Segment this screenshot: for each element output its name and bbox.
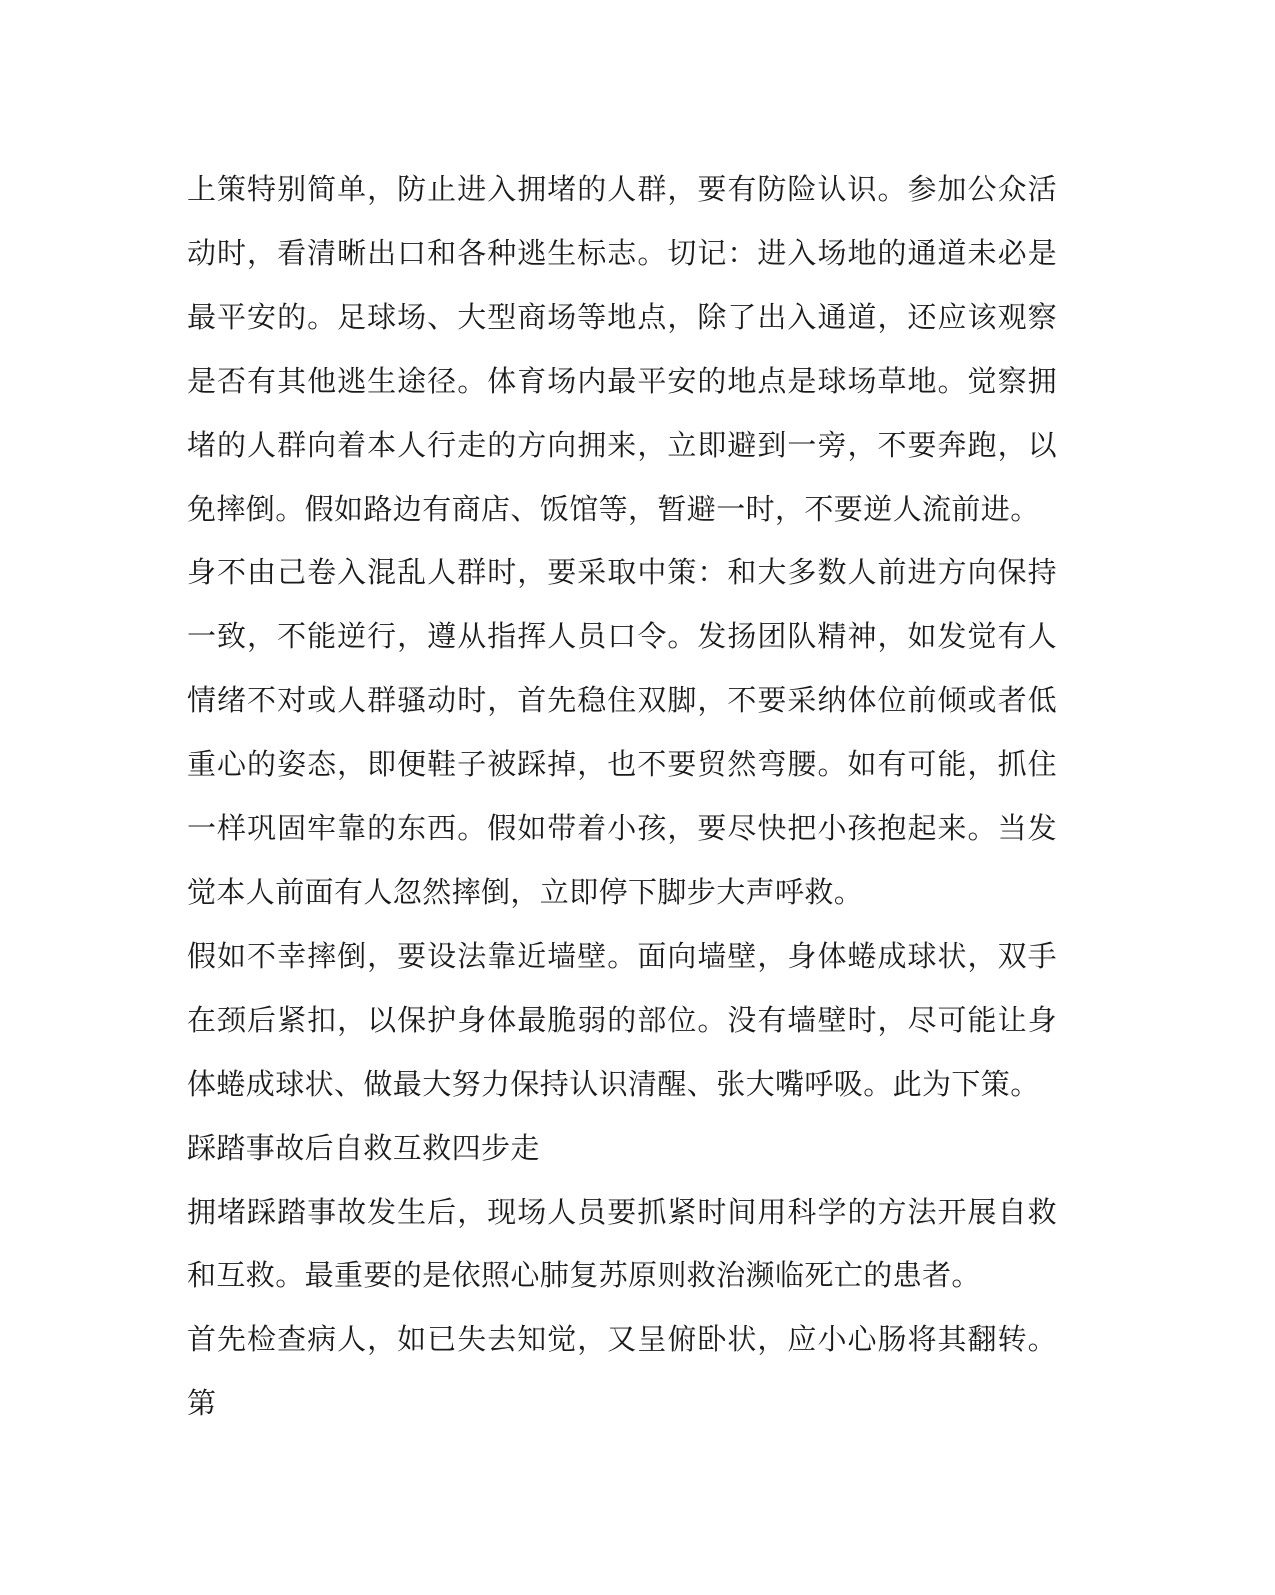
paragraph-middle-strategy: 身不由己卷入混乱人群时，要采取中策：和大多数人前进方向保持一致，不能逆行，遵从指挥人员口令。发扬团队精神，如发觉有人情绪不对或人群骚动时，首先稳住双脚，不要采纳体位前倾或者低重心的姿态，即便鞋子被踩掉，也不要贸然弯腰。如有可能，抓住一样巩固牢靠的东西。假如带着小孩，要尽快把小孩抱起来。当发觉本人前面有人忽然摔倒，立即停下脚步大声呼救。 — [187, 555, 1057, 909]
paragraph-check-patient: 首先检查病人，如已失去知觉，又呈俯卧状，应小心肠将其翻转。第 — [187, 1322, 1057, 1421]
paragraph-self-rescue: 拥堵踩踏事故发生后，现场人员要抓紧时间用科学的方法开展自救和互救。最重要的是依照心肺复苏原则救治濒临死亡的患者。 — [187, 1194, 1057, 1293]
section-heading: 踩踏事故后自救互救四步走 — [187, 1130, 540, 1165]
paragraph-upper-strategy: 上策特别简单，防止进入拥堵的人群，要有防险认识。参加公众活动时，看清晰出口和各种逃生标志。切记：进入场地的通道未必是最平安的。足球场、大型商场等地点，除了出入通道，还应该观察是否有其他逃生途径。体育场内最平安的地点是球场草地。觉察拥堵的人群向着本人行走的方向拥来，立即避到一旁，不要奔跑，以免摔倒。假如路边有商店、饭馆等，暂避一时，不要逆人流前进。 — [187, 172, 1057, 526]
paragraph-lower-strategy: 假如不幸摔倒，要设法靠近墙壁。面向墙壁，身体蜷成球状，双手在颈后紧扣，以保护身体最脆弱的部位。没有墙壁时，尽可能让身体蜷成球状、做最大努力保持认识清醒、张大嘴呼吸。此为下策。 — [187, 938, 1057, 1101]
document-body — [187, 158, 1057, 1436]
